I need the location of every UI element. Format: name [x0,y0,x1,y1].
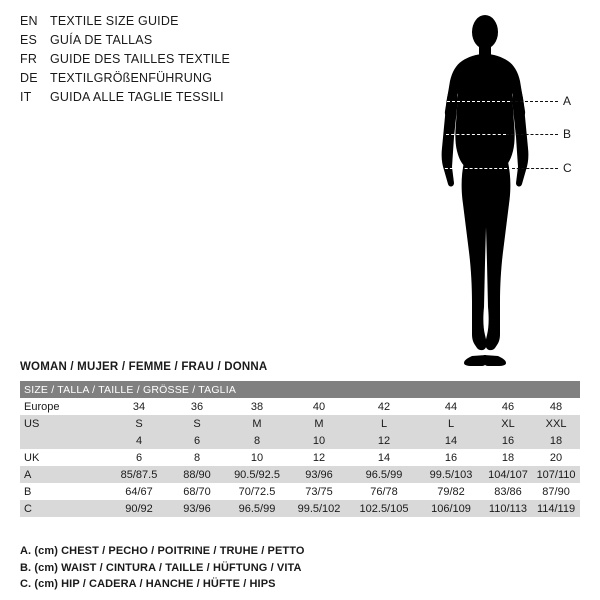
table-cell: 14 [418,432,484,449]
row-label: US [20,415,110,432]
language-title: TEXTILGRÖßENFÜHRUNG [50,71,213,85]
table-cell: 90.5/92.5 [226,466,288,483]
female-silhouette-icon [420,8,550,368]
table-cell: 38 [226,398,288,415]
table-row [20,466,580,483]
table-cell: 12 [288,449,350,466]
row-label: UK [20,449,110,466]
table-row [20,500,580,517]
table-row [20,398,580,415]
table-cell: 40 [288,398,350,415]
table-cell: 87/90 [532,483,580,500]
table-cell: 64/67 [110,483,168,500]
language-title: TEXTILE SIZE GUIDE [50,14,179,28]
table-cell: L [418,415,484,432]
table-cell: 44 [418,398,484,415]
footnote-c: C. (cm) HIP / CADERA / HANCHE / HÜFTE / HIPS [20,578,276,590]
table-cell: 18 [484,449,532,466]
table-cell: XXL [532,415,580,432]
footnote-b: B. (cm) WAIST / CINTURA / TAILLE / HÜFTUNG / VITA [20,561,302,574]
size-table [20,381,580,517]
table-cell: 73/75 [288,483,350,500]
table-cell: 12 [350,432,418,449]
row-label: Europe [20,398,110,415]
language-code: ES [20,33,38,47]
table-cell: 93/96 [288,466,350,483]
table-cell: 99.5/103 [418,466,484,483]
row-label: B [20,483,110,500]
table-cell: 76/78 [350,483,418,500]
table-cell: 6 [168,432,226,449]
language-row [20,33,320,52]
table-cell: 106/109 [418,500,484,517]
language-code: IT [20,90,32,104]
language-title-block [20,14,320,109]
table-cell: 79/82 [418,483,484,500]
table-cell: 104/107 [484,466,532,483]
language-code: DE [20,71,38,85]
language-code: EN [20,14,38,28]
measure-line-a-outside [510,101,558,102]
section-title: WOMAN / MUJER / FEMME / FRAU / DONNA [20,361,268,373]
table-cell: 107/110 [532,466,580,483]
table-cell: 96.5/99 [350,466,418,483]
measure-line-b-outside [506,134,558,135]
table-cell: 10 [288,432,350,449]
table-cell: 83/86 [484,483,532,500]
table-row [20,483,580,500]
table-cell: 42 [350,398,418,415]
table-cell: 4 [110,432,168,449]
table-cell: 18 [532,432,580,449]
measurement-figure [400,8,590,368]
language-title: GUÍA DE TALLAS [50,33,153,47]
table-row [20,449,580,466]
table-cell: M [288,415,350,432]
table-cell: 88/90 [168,466,226,483]
table-cell: XL [484,415,532,432]
row-label: C [20,500,110,517]
language-code: FR [20,52,38,66]
table-cell: S [110,415,168,432]
language-row [20,14,320,33]
language-row [20,90,320,109]
size-table-wrapper [20,381,580,517]
table-cell: S [168,415,226,432]
table-cell: 34 [110,398,168,415]
table-cell: 46 [484,398,532,415]
table-cell: 99.5/102 [288,500,350,517]
table-cell: 90/92 [110,500,168,517]
footnotes [20,543,580,593]
table-header-label: SIZE / TALLA / TAILLE / GRÖSSE / TAGLIA [20,381,580,398]
table-cell: 114/119 [532,500,580,517]
language-row [20,52,320,71]
table-cell: 20 [532,449,580,466]
row-label: A [20,466,110,483]
language-title: GUIDA ALLE TAGLIE TESSILI [50,90,224,104]
measure-label-b: B [563,127,572,141]
table-cell: 8 [226,432,288,449]
row-label [20,432,110,449]
table-cell: 6 [110,449,168,466]
table-row [20,415,580,432]
language-title: GUIDE DES TAILLES TEXTILE [50,52,231,66]
table-cell: 110/113 [484,500,532,517]
table-cell: 8 [168,449,226,466]
table-cell: 70/72.5 [226,483,288,500]
table-cell: L [350,415,418,432]
table-cell: 85/87.5 [110,466,168,483]
table-cell: 68/70 [168,483,226,500]
table-cell: 36 [168,398,226,415]
measure-line-c-inside [440,168,512,169]
measure-line-b-inside [446,134,506,135]
table-cell: M [226,415,288,432]
table-cell: 96.5/99 [226,500,288,517]
table-row [20,432,580,449]
table-cell: 16 [418,449,484,466]
table-cell: 10 [226,449,288,466]
measure-line-c-outside [512,168,558,169]
table-cell: 14 [350,449,418,466]
language-row [20,71,320,90]
table-cell: 102.5/105 [350,500,418,517]
table-cell: 16 [484,432,532,449]
table-header-row [20,381,580,398]
measure-label-c: C [563,161,572,175]
table-cell: 48 [532,398,580,415]
measure-label-a: A [563,94,572,108]
measure-line-a-inside [442,101,510,102]
footnote-a: A. (cm) CHEST / PECHO / POITRINE / TRUHE / PETTO [20,545,305,557]
table-cell: 93/96 [168,500,226,517]
